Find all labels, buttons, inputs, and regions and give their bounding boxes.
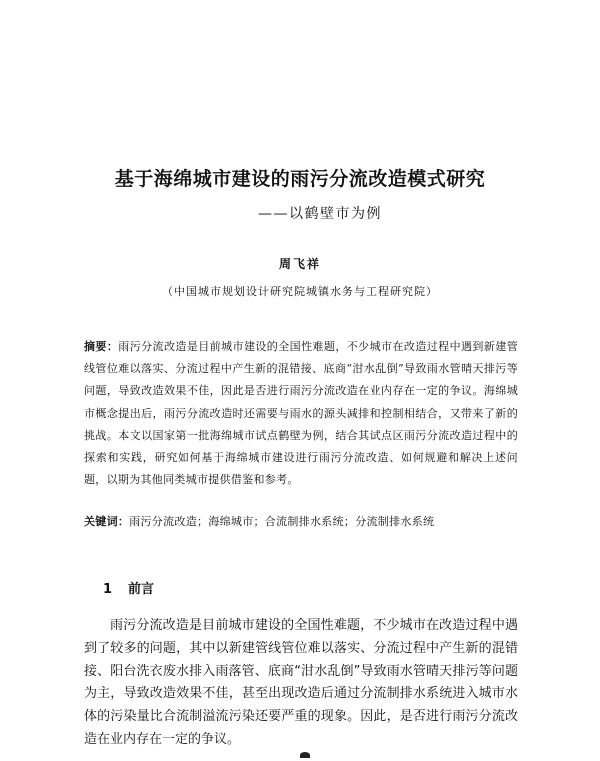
keywords bbox=[84, 512, 518, 532]
body-paragraph: 雨污分流改造是目前城市建设的全国性难题，不少城市在改造过程中遇到了较多的问题，其中以新建管线管位难以落实、分流过程中产生新的混错接、阳台洗衣废水排入雨落管、底商“泔水乱倒”导致雨水管晴天排污等问题为主，导致改造效果不佳，甚至出现改造后通过分流制排水系统进入城市水体的污染量比合流制溢流污染还要严重的现象。因此，是否进行雨污分流改造在业内存在一定的争议。 bbox=[84, 618, 518, 747]
section-title: 前言 bbox=[128, 582, 155, 597]
keywords-text: 雨污分流改造；海绵城市；合流制排水系统；分流制排水系统 bbox=[129, 515, 435, 528]
abstract-text: 雨污分流改造是目前城市建设的全国性难题，不少城市在改造过程中遇到新建管线管位难以落实、分流过程中产生新的混错接、底商“泔水乱倒”导致雨水管晴天排污等问题，导致改造效果不佳，因此是否进行雨污分流改造在业内存在一定的争议。海绵城市概念提出后，雨污分流改造时还需要与雨水的源头减排和控制相结合，又带来了新的挑战。本文以国家第一批海绵城市试点鹤壁为例，结合其试点区雨污分流改造过程中的探索和实践，研究如何基于海绵城市建设进行雨污分流改造、如何规避和解决上述问题，以期为其他同类城市提供借鉴和参考。 bbox=[84, 340, 518, 487]
abstract bbox=[84, 336, 518, 491]
section-heading bbox=[103, 578, 154, 597]
author-name: 周飞祥 bbox=[278, 257, 321, 271]
paper-subtitle: ——以鹤壁市为例 bbox=[258, 206, 382, 222]
abstract-label: 摘要： bbox=[84, 340, 119, 353]
keywords-label: 关键词： bbox=[84, 515, 130, 528]
section-number: 1 bbox=[103, 582, 113, 597]
page-bottom-mark bbox=[300, 752, 310, 758]
author-affiliation: （中国城市规划设计研究院城镇水务与工程研究院） bbox=[162, 285, 438, 298]
paper-title: 基于海绵城市建设的雨污分流改造模式研究 bbox=[114, 168, 486, 190]
